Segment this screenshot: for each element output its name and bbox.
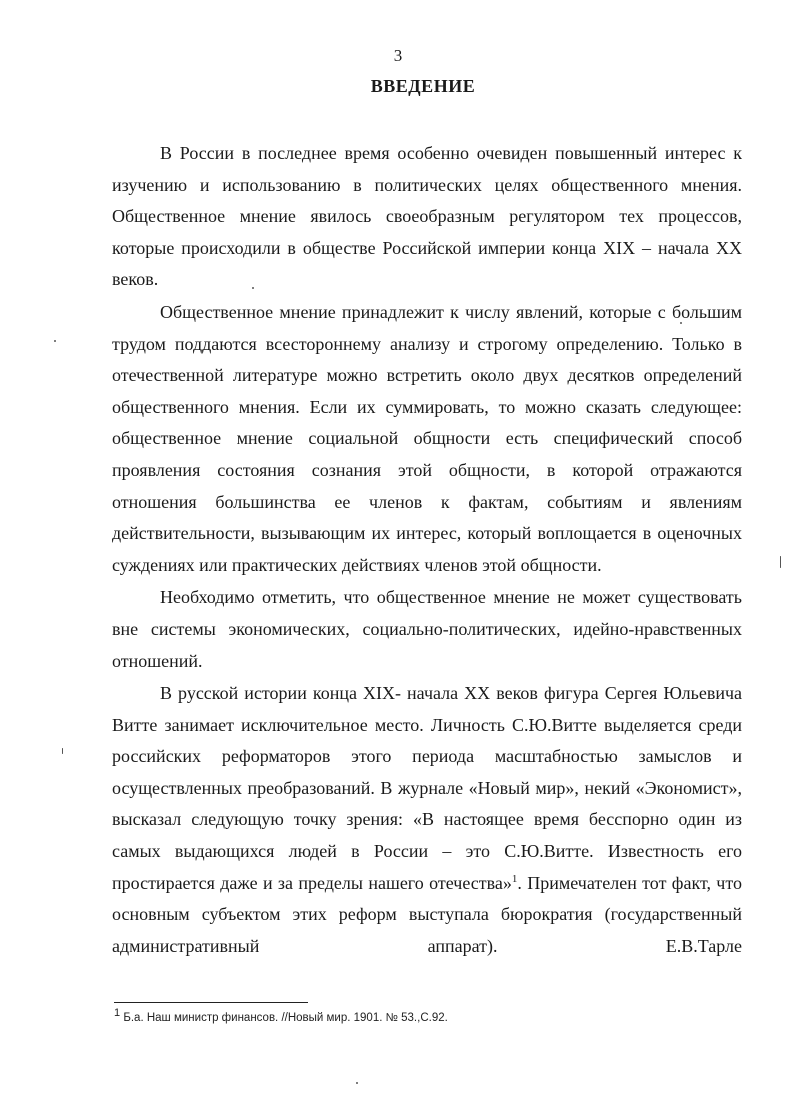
scan-speck (356, 1082, 358, 1084)
scan-speck (680, 322, 682, 324)
scan-speck (54, 340, 56, 342)
footnote-divider (114, 1002, 308, 1003)
scan-speck (62, 748, 63, 754)
page-title: ВВЕДЕНИЕ (370, 76, 476, 96)
scan-speck (252, 287, 254, 289)
footnote-text: Б.а. Наш министр финансов. //Новый мир. 1901. № 53.,С.92. (120, 1012, 448, 1024)
page-number: 3 (393, 46, 403, 65)
paragraph-4-text-after-note: . Примечателен тот факт, что основным субъектом этих реформ выступала бюрократия (государственный административный аппарат). Е.В.Тарле (112, 872, 742, 956)
body-text (112, 138, 742, 962)
paragraph-1: В России в последнее время особенно очевиден повышенный интерес к изучению и использованию в политических целях общественного мнения. Общественное мнение явилось своеобразным регулятором тех процессов, которые происходили в обществе Российской империи конца XIX – начала XX веков. (112, 143, 742, 290)
scan-speck (780, 556, 781, 568)
footnote-reference: 1 (511, 872, 518, 885)
footnote (114, 1007, 448, 1024)
paragraph-4 (112, 678, 742, 962)
paragraph-3: Необходимо отметить, что общественное мнение не может существовать вне системы экономических, социально-политических, идейно-нравственных отношений. (112, 587, 742, 671)
paragraph-2: Общественное мнение принадлежит к числу явлений, которые с большим трудом поддаются всестороннему анализу и строгому определению. Только в отечественной литературе можно встретить около двух десятков определений общественного мнения. Если их суммировать, то можно сказать следующее: общественное мнение социальной общности есть специфический способ проявления состояния сознания этой общности, в которой отражаются отношения большинства ее членов к фактам, событиям и явлениям действительности, вызывающим их интерес, который воплощается в оценочных суждениях или практических действиях членов этой общности. (112, 301, 742, 575)
footnote-marker: 1 (114, 1007, 121, 1020)
paragraph-4-text-before-note: В русской истории конца XIX- начала XX веков фигура Сергея Юльевича Витте занимает исключительное место. Личность С.Ю.Витте выделяется среди российских реформаторов этого периода масштабностью замыслов и осуществленных преобразований. В журнале «Новый мир», некий «Экономист», высказал следующую точку зрения: «В настоящее время бесспорно один из самых выдающихся людей в России – это С.Ю.Витте. Известность его простирается даже и за пределы нашего отечества» (112, 683, 742, 893)
